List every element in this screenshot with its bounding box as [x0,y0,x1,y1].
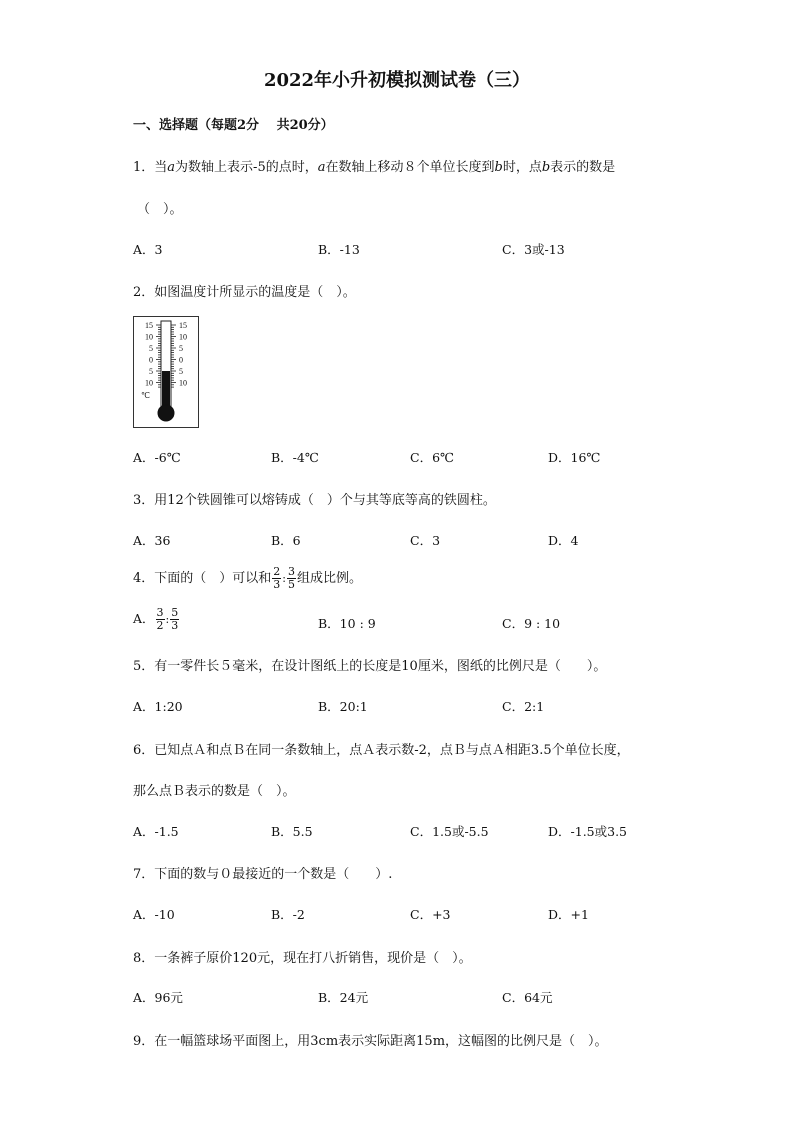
question-1-option-a[interactable]: A．3 [133,242,163,257]
question-6-option-c[interactable]: C．1.5或-5.5 [410,824,489,839]
question-8-option-c[interactable]: C．64元 [502,990,553,1005]
question-3-option-b[interactable]: B．6 [271,533,301,548]
question-7-stem: 7．下面的数与０最接近的一个数是（ ）. [133,867,393,882]
question-2-stem: 2．如图温度计所显示的温度是（ ）。 [133,285,356,300]
scale-label-left: 15 [145,321,153,330]
question-3-option-c[interactable]: C．3 [410,533,441,548]
question-1-option-c[interactable]: C．3或-13 [502,242,565,257]
thermometer-bulb [158,405,174,421]
scale-label-left: 5 [149,367,153,376]
question-7-option-d[interactable]: D．+1 [548,907,589,922]
question-4-option-a[interactable]: A． $\frac{3}{2}$ : $\frac{5}{3}$ [133,606,179,632]
question-4-stem: 4．下面的（ ）可以和 $\frac{2}{3}$ : $\frac{3}{5}$ 组成比例。 [133,565,363,591]
scale-label-left: 5 [149,344,153,353]
question-2-option-c[interactable]: C．6℃ [410,450,455,465]
question-3-option-a[interactable]: A．36 [133,533,171,548]
question-6-stem: 6．已知点Ａ和点Ｂ在同一条数轴上，点Ａ表示数-2，点Ｂ与点Ａ相距3.5个单位长度， [133,743,630,758]
scale-label-right: 5 [179,367,183,376]
thermometer-figure [133,316,199,428]
question-8-option-b[interactable]: B．24元 [318,990,369,1005]
question-1-stem: 1．当a为数轴上表示-5的点时，a在数轴上移动８个单位长度到b时，点b表示的数是 [133,160,616,175]
question-1-option-b[interactable]: B．-13 [318,242,360,257]
scale-label-left: 10 [145,332,153,342]
question-8-stem: 8．一条裤子原价120元，现在打八折销售，现价是（ ）。 [133,951,472,966]
question-7-option-a[interactable]: A．-10 [133,907,175,922]
question-6-option-a[interactable]: A．-1.5 [133,824,179,839]
question-1-stem-cont: （ ）。 [137,202,183,217]
page-title: 2022年小升初模拟测试卷（三） [263,70,531,91]
fraction: $\frac{2}{3}$ [273,565,281,591]
scale-label-left: 10 [145,378,153,388]
question-5-stem: 5．有一零件长５毫米，在设计图纸上的长度是10厘米，图纸的比例尺是（ ）。 [133,659,607,674]
scale-label-right: 10 [179,378,187,388]
scale-label-right: 0 [179,355,183,365]
scale-label-right: 5 [179,344,183,353]
question-7-option-c[interactable]: C．+3 [410,907,451,922]
question-6-option-b[interactable]: B．5.5 [271,824,313,839]
question-4-option-c[interactable]: C．9 : 10 [502,616,561,631]
question-5-option-c[interactable]: C．2:1 [502,699,545,714]
question-8-option-a[interactable]: A．96元 [133,990,183,1005]
question-5-option-a[interactable]: A．1:20 [133,699,183,714]
scale-label-right: 15 [179,321,187,330]
question-5-option-b[interactable]: B．20:1 [318,699,368,714]
fraction: $\frac{5}{3}$ [171,606,179,632]
question-9-stem: 9．在一幅篮球场平面图上，用3cm表示实际距离15m，这幅图的比例尺是（ ）。 [133,1034,608,1049]
question-7-option-b[interactable]: B．-2 [271,907,305,922]
fraction: $\frac{3}{5}$ [288,565,295,591]
unit-label: ℃ [141,391,150,400]
thermometer-mercury [162,371,170,407]
question-6-stem-cont: 那么点Ｂ表示的数是（ ）。 [133,784,296,799]
question-6-option-d[interactable]: D．-1.5或3.5 [548,824,628,839]
fraction: $\frac{3}{2}$ [156,606,164,632]
question-2-option-d[interactable]: D．16℃ [548,450,601,465]
section-heading: 一、选择题（每题2分 共20分） [133,118,334,133]
question-3-stem: 3．用12个铁圆锥可以熔铸成（ ）个与其等底等高的铁圆柱。 [133,493,496,508]
question-4-option-b[interactable]: B．10 : 9 [318,616,376,631]
scale-label-right: 10 [179,332,187,342]
question-2-option-a[interactable]: A．-6℃ [133,450,181,465]
scale-label-left: 0 [149,355,153,365]
question-2-option-b[interactable]: B．-4℃ [271,450,319,465]
question-3-option-d[interactable]: D．4 [548,533,579,548]
